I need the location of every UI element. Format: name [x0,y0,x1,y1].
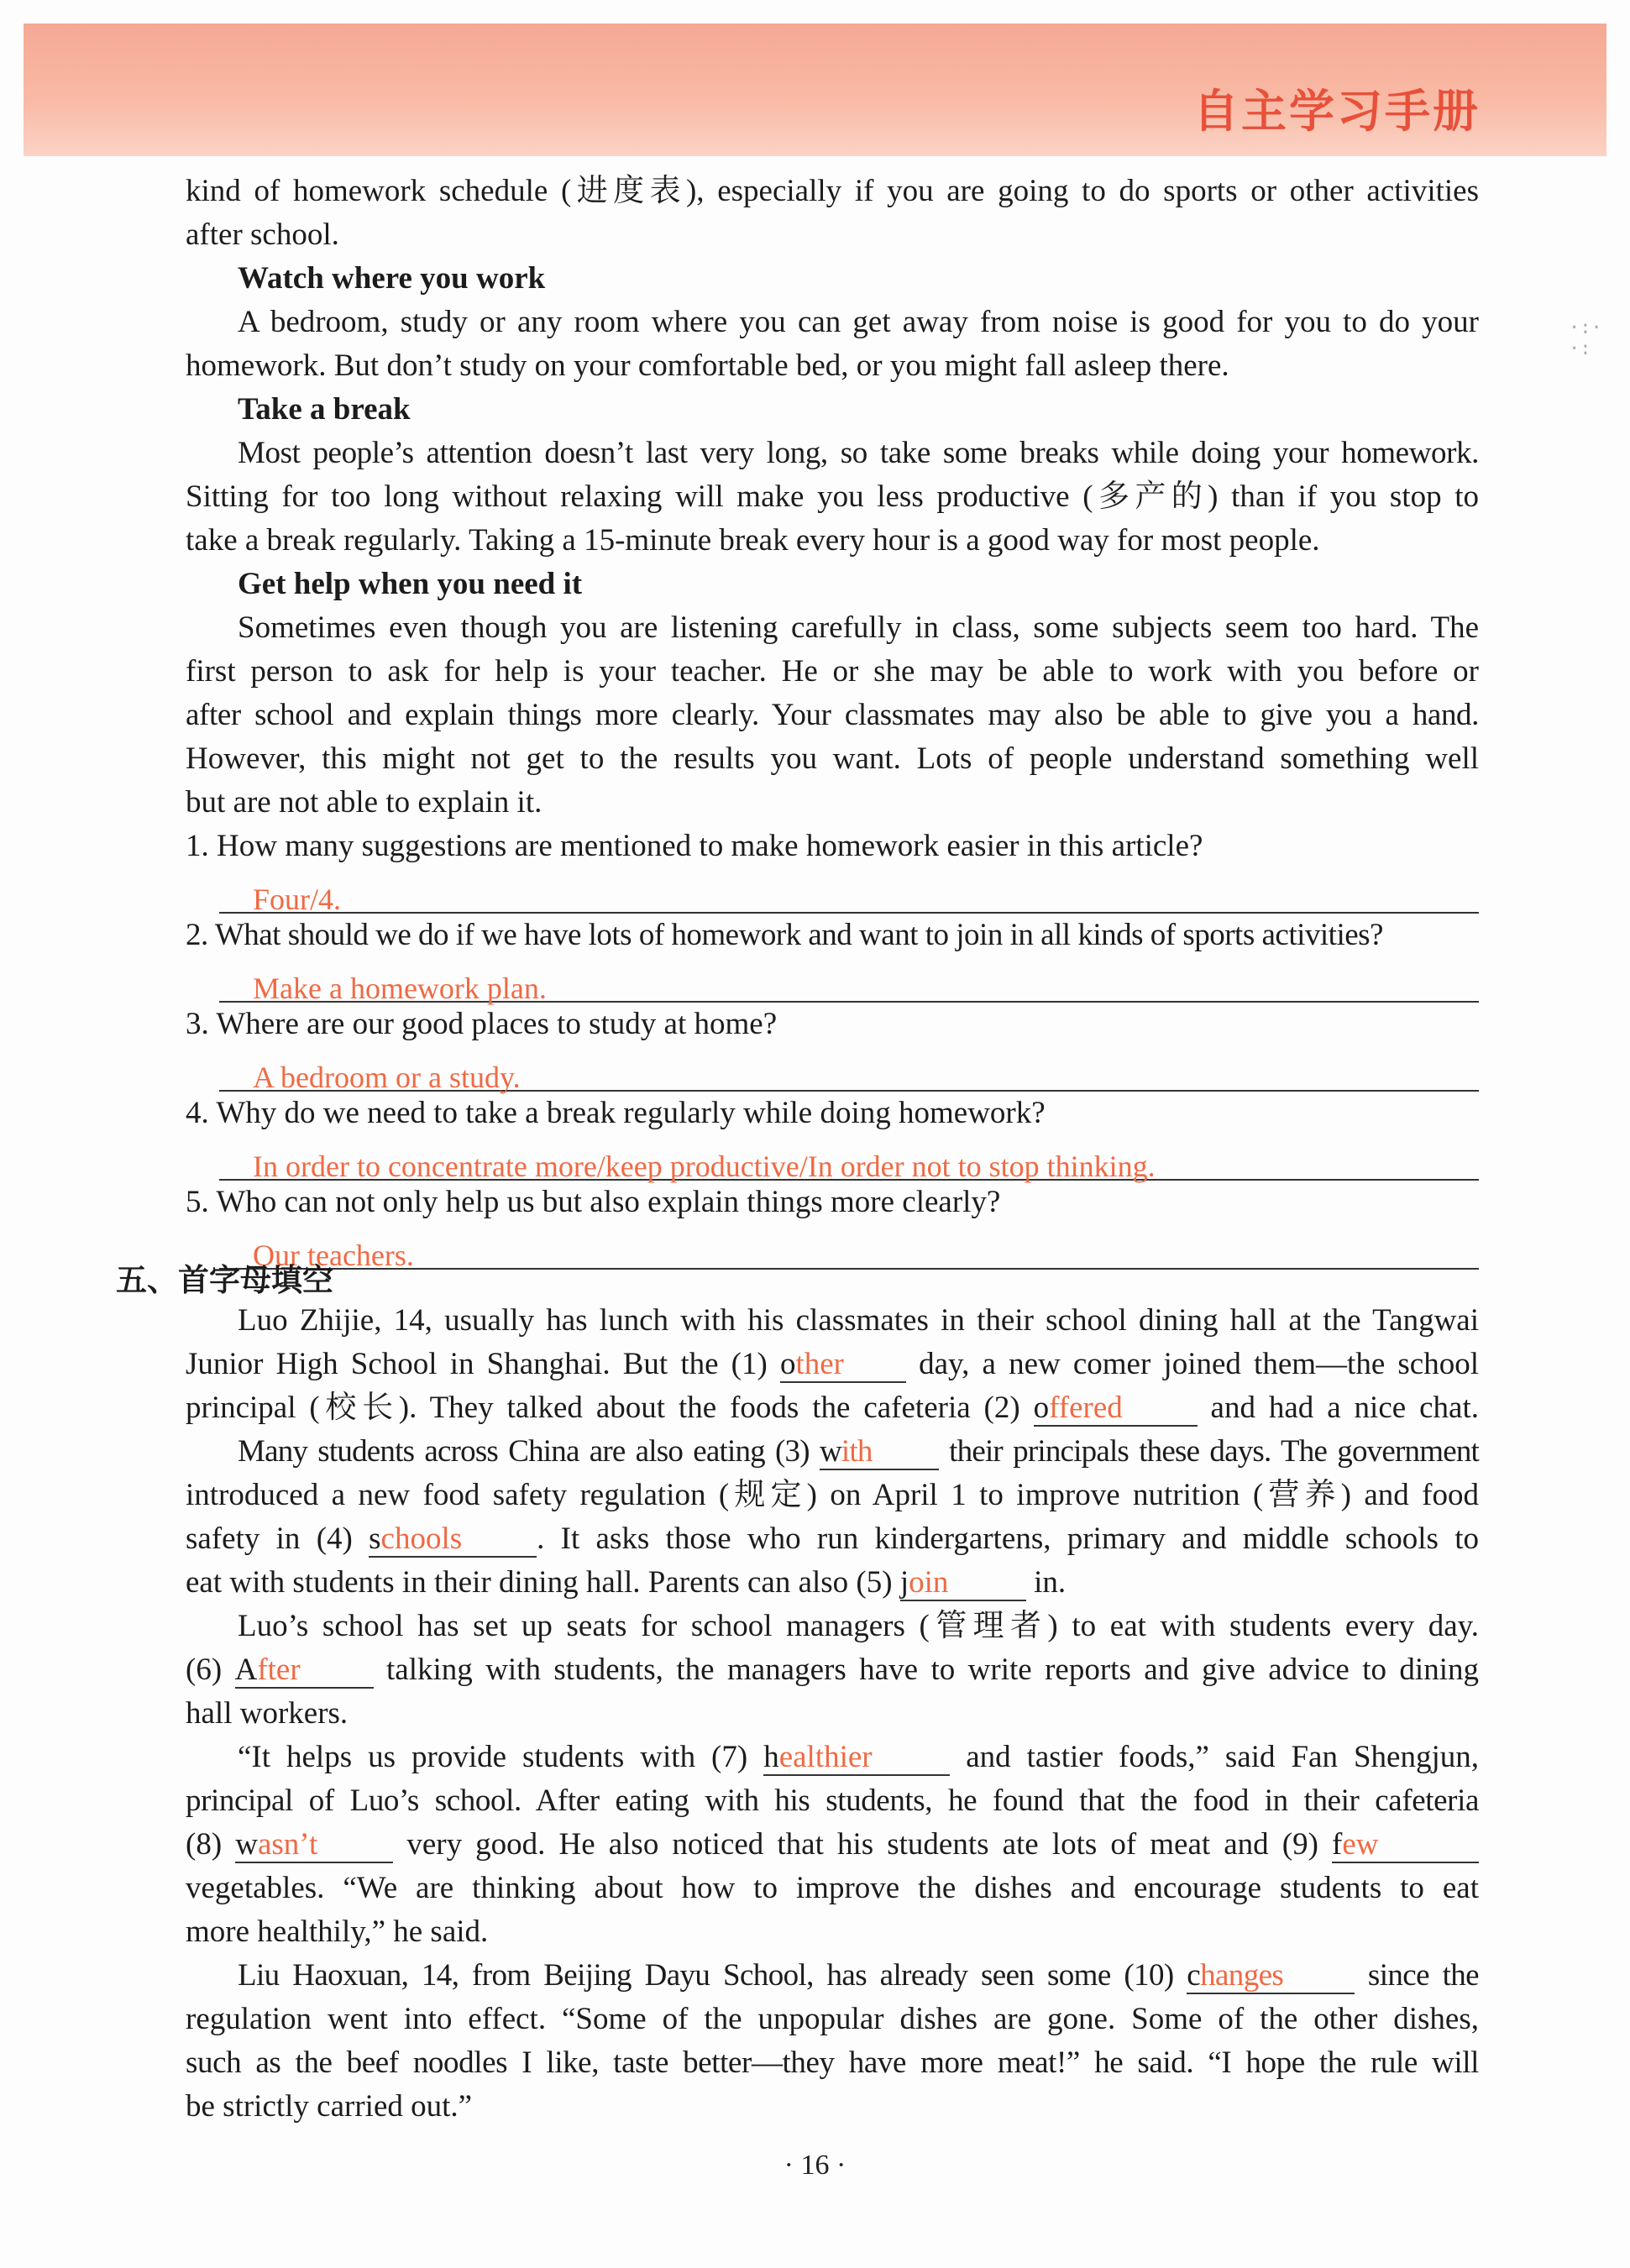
cloze-line: “It helps us provide students with (7) healthier and tastier foods,” said Fan Shengjun, [238,1740,1480,1774]
passage-line: but are not able to explain it. [186,785,542,820]
passage-line: Most people’s attention doesn’t last very long, so take some breaks while doing your homework. [238,436,1479,470]
cloze-line: hall workers. [186,1696,349,1731]
cloze-line: eat with students in their dining hall. Parents can also (5) join in. [186,1565,1067,1600]
blank-6[interactable]: After [235,1653,374,1689]
blank-9[interactable]: few [1332,1828,1479,1863]
question-3: 3. Where are our good places to study at home? [186,1007,778,1041]
question-5: 5. Who can not only help us but also explain things more clearly? [186,1185,1001,1219]
passage-line: kind of homework schedule (进度表), especially if you are going to do sports or other activities [186,174,1479,208]
page-content [186,170,1479,1270]
cloze-line: more healthily,” he said. [186,1914,489,1949]
passage-line: take a break regularly. Taking a 15-minute break every hour is a good way for most people. [186,523,1320,558]
passage-line: A bedroom, study or any room where you can get away from noise is good for you to do your [238,305,1479,339]
question-4: 4. Why do we need to take a break regularly while doing homework? [186,1096,1046,1130]
answer-1: Four/4. [253,883,342,916]
cloze-line: introduced a new food safety regulation (规定) on April 1 to improve nutrition (营养) and food [186,1478,1479,1512]
question-2: 2. What should we do if we have lots of homework and want to join in all kinds of sports activities? [186,918,1383,952]
blank-10[interactable]: changes [1187,1959,1355,1994]
subheading-help: Get help when you need it [238,567,583,601]
margin-marks: ·:· ·: [1569,317,1602,359]
cloze-line: Luo Zhijie, 14, usually has lunch with his classmates in their school dining hall at the Tangwai [238,1303,1479,1338]
blank-3[interactable]: with [820,1435,939,1470]
cloze-passage [186,1299,1479,2129]
cloze-line: Luo’s school has set up seats for school managers (管理者) to eat with students every day. [238,1609,1479,1643]
blank-5[interactable]: join [900,1566,1026,1601]
answer-4: In order to concentrate more/keep productive/In order not to stop thinking. [253,1150,1156,1183]
passage-line: Sitting for too long without relaxing will make you less productive (多产的) than if you stop to [186,479,1479,514]
header-title: 自主学习手册 [1193,85,1481,138]
page-number: · 16 · [784,2150,846,2181]
passage-line: after school. [186,217,339,252]
page-header [24,24,1606,156]
cloze-line: Liu Haoxuan, 14, from Beijing Dayu School, has already seen some (10) changes since the [238,1958,1479,1993]
cloze-line: (6) After talking with students, the managers have to write reports and give advice to dining [186,1653,1479,1687]
blank-8[interactable]: wasn’t [235,1828,393,1863]
answer-line-4[interactable] [219,1135,1479,1181]
blank-1[interactable]: other [780,1348,906,1383]
question-list [186,825,1479,1270]
passage-line: first person to ask for help is your teacher. He or she may be able to work with you before or [186,654,1479,689]
answer-3: A bedroom or a study. [253,1061,521,1094]
cloze-line: principal (校长). They talked about the foods the cafeteria (2) offered and had a nice chat. [186,1391,1479,1425]
answer-line-1[interactable] [219,868,1479,914]
blank-2[interactable]: offered [1034,1391,1198,1427]
blank-4[interactable]: schools [369,1522,537,1558]
cloze-line: principal of Luo’s school. After eating with his students, he found that the food in their cafeteria [186,1783,1479,1818]
passage-line: after school and explain things more clearly. Your classmates may also be able to give you a hand. [186,698,1479,732]
answer-line-3[interactable] [219,1046,1479,1092]
cloze-line: (8) wasn’t very good. He also noticed that his students ate lots of meat and (9) few [186,1823,1479,1867]
answer-5: Our teachers. [253,1239,414,1272]
cloze-line: regulation went into effect. “Some of the unpopular dishes are gone. Some of the other dishes, [186,2002,1479,2036]
cloze-line: such as the beef noodles I like, taste better—they have more meat!” he said. “I hope the rule will [186,2045,1479,2080]
passage-line: homework. But don’t study on your comfortable bed, or you might fall asleep there. [186,348,1229,383]
subheading-break: Take a break [238,392,411,427]
passage-line: However, this might not get to the results you want. Lots of people understand something well [186,741,1479,776]
cloze-line: be strictly carried out.” [186,2089,473,2124]
passage-line: Sometimes even though you are listening carefully in class, some subjects seem too hard. The [238,610,1479,645]
question-1: 1. How many suggestions are mentioned to make homework easier in this article? [186,829,1203,863]
cloze-line: safety in (4) schools . It asks those who run kindergartens, primary and middle schools to [186,1522,1479,1556]
answer-line-5[interactable] [219,1224,1479,1270]
answer-2: Make a homework plan. [253,972,547,1005]
cloze-line: vegetables. “We are thinking about how to improve the dishes and encourage students to eat [186,1871,1479,1905]
blank-7[interactable]: healthier [763,1741,950,1776]
cloze-line: Junior High School in Shanghai. But the (1) other day, a new comer joined them—the school [186,1347,1479,1381]
section-title: 五、首字母填空 [116,1262,333,1298]
answer-line-2[interactable] [219,957,1479,1003]
subheading-watch: Watch where you work [238,261,546,296]
cloze-line: Many students across China are also eating (3) with their principals these days. The government [238,1434,1479,1469]
